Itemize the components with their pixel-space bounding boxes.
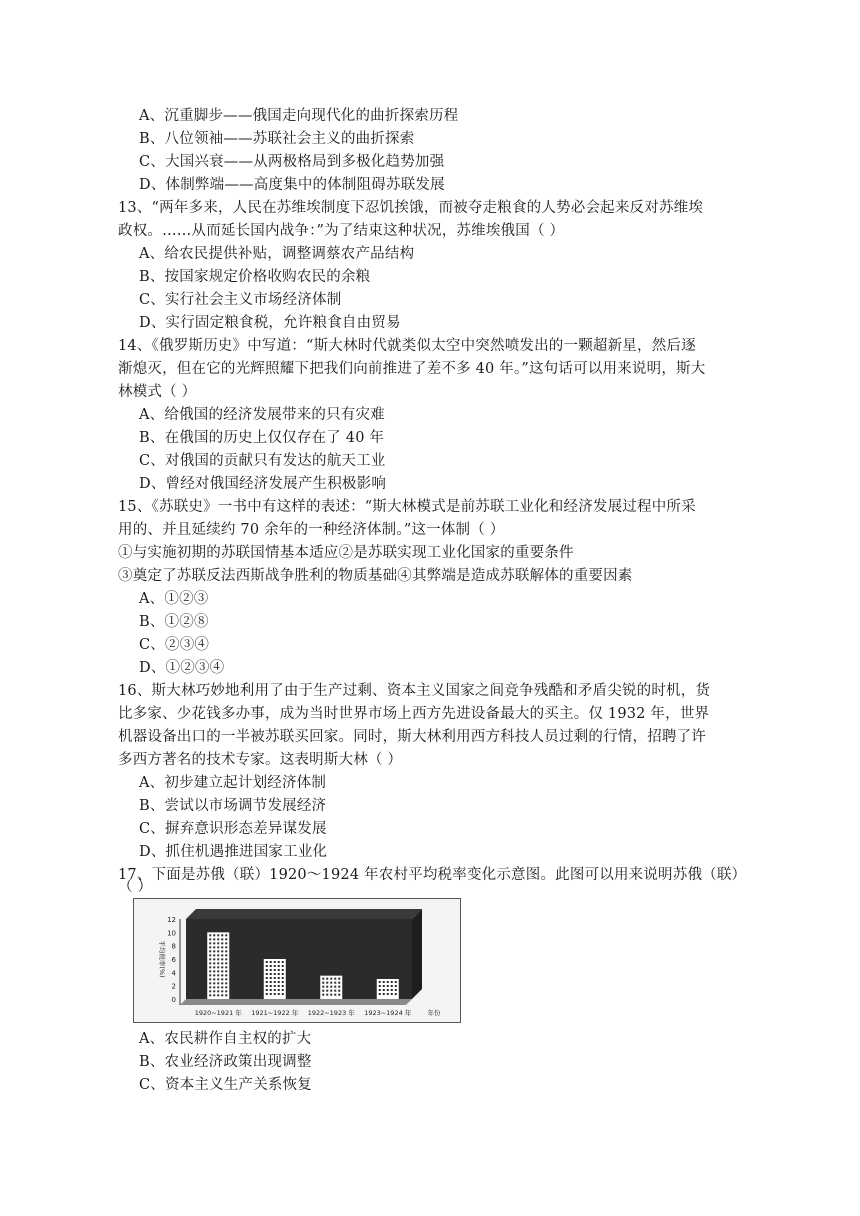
- q15-option-b: B、①②⑧: [139, 614, 209, 630]
- q16-stem-line-4: 多西方著名的技术专家。这表明斯大林（ ）: [118, 752, 403, 768]
- chart-side-face: [412, 909, 422, 999]
- tax-rate-chart-svg: [134, 899, 460, 1022]
- q14-option-d: D、曾经对俄国经济发展产生积极影响: [139, 476, 387, 492]
- q15-option-a: A、①②③: [139, 591, 209, 607]
- q17-stem-line-1: 17、下面是苏俄（联）1920～1924 年农村平均税率变化示意图。此图可以用来说明苏俄（联）: [118, 867, 747, 883]
- x-tick-label: 1920~1921 年: [194, 1009, 242, 1017]
- q17-option-c: C、资本主义生产关系恢复: [139, 1077, 312, 1093]
- bar-3: [320, 976, 342, 999]
- q13-option-b: B、按国家规定价格收购农民的余粮: [139, 269, 371, 285]
- chart-floor: [180, 999, 412, 1005]
- q15-stem-line-2: 用的、并且延续约 70 余年的一种经济体制。”这一体制（ ）: [118, 522, 505, 538]
- y-tick-label: 4: [171, 969, 176, 978]
- x-tick-label: 1923~1924 年: [364, 1009, 412, 1017]
- q15-statement-line-1: ①与实施初期的苏联国情基本适应②是苏联实现工业化国家的重要条件: [118, 545, 574, 561]
- q16-stem-line-2: 比多家、少花钱多办事，成为当时世界市场上西方先进设备最大的买主。仅 1932 年，世界: [118, 706, 710, 722]
- q16-option-c: C、摒弃意识形态差异谋发展: [139, 821, 327, 837]
- bar-1: [207, 932, 229, 999]
- q14-option-a: A、给俄国的经济发展带来的只有灾难: [139, 407, 385, 423]
- q14-option-c: C、对俄国的贡献只有发达的航天工业: [139, 453, 386, 469]
- q17-option-b: B、农业经济政策出现调整: [139, 1054, 312, 1070]
- q12-option-b: B、八位领袖——苏联社会主义的曲折探索: [139, 131, 415, 147]
- q15-option-c: C、②③④: [139, 637, 210, 653]
- q16-stem-line-3: 机器设备出口的一半被苏联买回家。同时，斯大林利用西方科技人员过剩的行情，招聘了许: [118, 729, 706, 745]
- q15-option-d: D、①②③④: [139, 660, 225, 676]
- y-tick-label: 6: [171, 956, 176, 964]
- y-tick-label: 12: [167, 916, 176, 924]
- q12-option-a: A、沉重脚步——俄国走向现代化的曲折探索历程: [139, 108, 459, 124]
- bar-4: [377, 979, 399, 999]
- q14-option-b: B、在俄国的历史上仅仅存在了 40 年: [139, 430, 385, 446]
- x-axis-label: 年份: [427, 1009, 441, 1017]
- q14-stem-line-2: 渐熄灭，但在它的光辉照耀下把我们向前推进了差不多 40 年。”这句话可以用来说明，斯大: [118, 361, 706, 377]
- q16-option-d: D、抓住机遇推进国家工业化: [139, 844, 328, 860]
- y-tick-label: 8: [171, 942, 176, 951]
- q15-stem-line-1: 15、《苏联史》一书中有这样的表述：“斯大林模式是前苏联工业化和经济发展过程中所采: [118, 499, 696, 515]
- y-tick-label: 0: [171, 996, 176, 1004]
- y-tick-label: 2: [171, 982, 176, 991]
- q12-option-c: C、大国兴衰——从两极格局到多极化趋势加强: [139, 154, 445, 170]
- y-tick-label: 10: [167, 929, 176, 938]
- q16-stem-line-1: 16、斯大林巧妙地利用了由于生产过剩、资本主义国家之间竞争残酷和矛盾尖锐的时机，货: [118, 683, 711, 699]
- x-tick-label: 1922~1923 年: [307, 1009, 355, 1017]
- q17-option-a: A、农民耕作自主权的扩大: [139, 1031, 312, 1047]
- tax-rate-chart: [133, 898, 461, 1023]
- x-tick-label: 1921~1922 年: [251, 1009, 299, 1017]
- q13-option-a: A、给农民提供补贴，调整调蔡农产品结构: [139, 246, 415, 262]
- q16-option-b: B、尝试以市场调节发展经济: [139, 798, 327, 814]
- q15-statement-line-2: ③奠定了苏联反法西斯战争胜利的物质基础④其弊端是造成苏联解体的重要因素: [118, 568, 633, 584]
- q13-stem-line-2: 政权。……从而延长国内战争：”为了结束这种状况，苏维埃俄国（ ）: [118, 223, 565, 239]
- q14-stem-line-3: 林模式（ ）: [118, 384, 197, 400]
- bar-2: [264, 959, 286, 999]
- q14-stem-line-1: 14、《俄罗斯历史》中写道：“斯大林时代就类似太空中突然喷发出的一颗超新星，然后逐: [118, 338, 696, 354]
- q13-option-c: C、实行社会主义市场经济体制: [139, 292, 342, 308]
- y-axis-label: 平均税率(%): [158, 940, 166, 978]
- q12-option-d: D、体制弊端——高度集中的体制阻碍苏联发展: [139, 177, 445, 193]
- chart-top-face: [186, 909, 422, 919]
- q16-option-a: A、初步建立起计划经济体制: [139, 775, 327, 791]
- q17-stem-line-2: （ ）: [118, 879, 153, 895]
- q13-option-d: D、实行固定粮食税，允许粮食自由贸易: [139, 315, 401, 331]
- q13-stem-line-1: 13、“两年多来，人民在苏维埃制度下忍饥挨饿，而被夺走粮食的人势必会起来反对苏维埃: [118, 200, 704, 216]
